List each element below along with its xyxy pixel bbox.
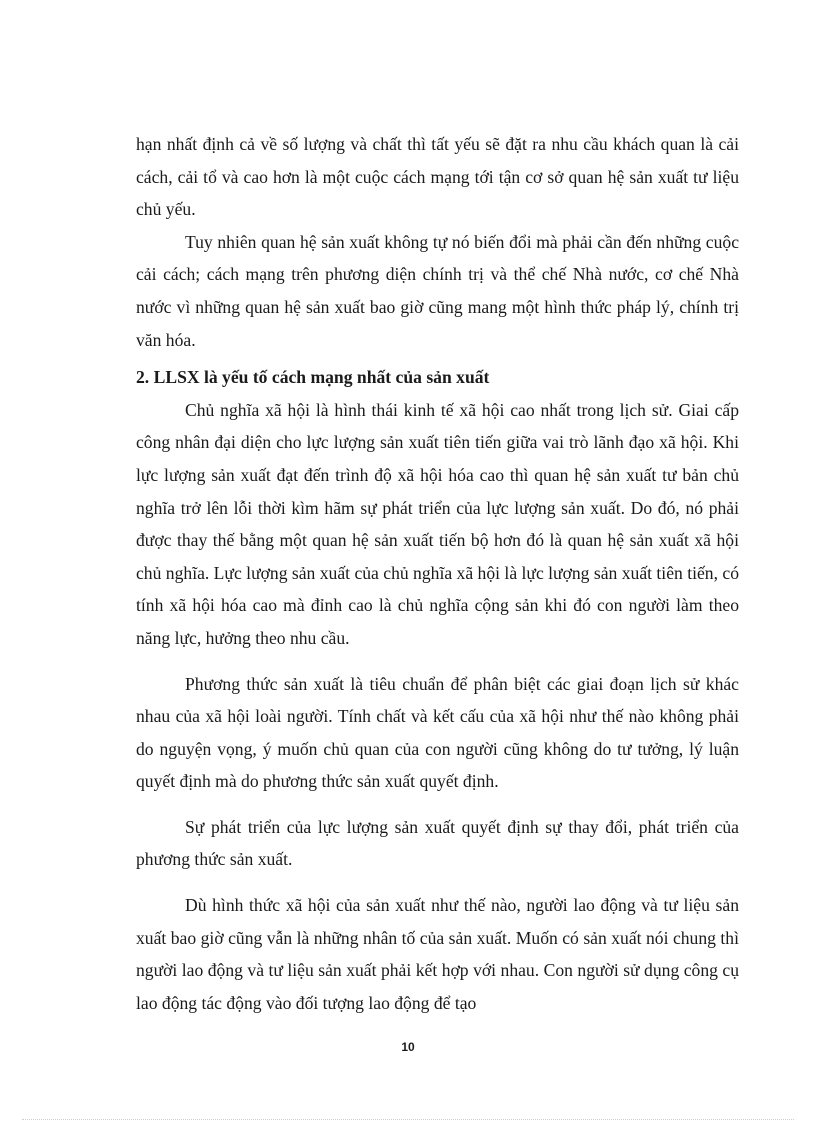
paragraph: Dù hình thức xã hội của sản xuất như thế nào, người lao động và tư liệu sản xuất bao giờ cũng vẫn là những nhân tố của sản xuất. Muốn có sản xuất nói chung thì người lao động và tư liệu sản xuất phải kết hợp với nhau. Con người sử dụng công cụ lao động tác động vào đối tượng lao động để tạo — [136, 895, 739, 1013]
paragraph: Tuy nhiên quan hệ sản xuất không tự nó biến đổi mà phải cần đến những cuộc cải cách; cách mạng trên phương diện chính trị và thể chế Nhà nước, cơ chế Nhà nước vì những quan hệ sản xuất bao giờ cũng mang một hình thức pháp lý, chính trị văn hóa. — [136, 231, 739, 350]
document-body — [136, 128, 739, 1019]
paragraph-continued: hạn nhất định cả về số lượng và chất thì tất yếu sẽ đặt ra nhu cầu khách quan là cải cách, cải tổ và cao hơn là một cuộc cách mạng tới tận cơ sở quan hệ sản xuất tư liệu chủ yếu. — [136, 134, 739, 220]
page-bottom-divider — [22, 1119, 794, 1120]
paragraph: Chủ nghĩa xã hội là hình thái kinh tế xã hội cao nhất trong lịch sử. Giai cấp công nhân đại diện cho lực lượng sản xuất tiên tiến giữa vai trò lãnh đạo xã hội. Khi lực lượng sản xuất đạt đến trình độ xã hội hóa cao thì quan hệ sản xuất tư bản chủ nghĩa trở lên lỗi thời kìm hãm sự phát triển của lực lượng sản xuất. Do đó, nó phải được thay thế bằng một quan hệ sản xuất tiến bộ hơn đó là quan hệ sản xuất xã hội chủ nghĩa. Lực lượng sản xuất của chủ nghĩa xã hội là lực lượng sản xuất tiên tiến, có tính xã hội hóa cao mà đỉnh cao là chủ nghĩa cộng sản khi đó con người làm theo năng lực, hưởng theo nhu cầu. — [136, 399, 739, 648]
paragraph: Phương thức sản xuất là tiêu chuẩn để phân biệt các giai đoạn lịch sử khác nhau của xã hội loài người. Tính chất và kết cấu của xã hội như thế nào không phải do nguyện vọng, ý muốn chủ quan của con người cũng không do tư tưởng, lý luận quyết định mà do phương thức sản xuất quyết định. — [136, 673, 739, 792]
section-heading: 2. LLSX là yếu tố cách mạng nhất của sản xuất — [136, 367, 490, 388]
page-number: 10 — [401, 1040, 415, 1054]
paragraph: Sự phát triển của lực lượng sản xuất quyết định sự thay đổi, phát triển của phương thức sản xuất. — [136, 816, 739, 870]
